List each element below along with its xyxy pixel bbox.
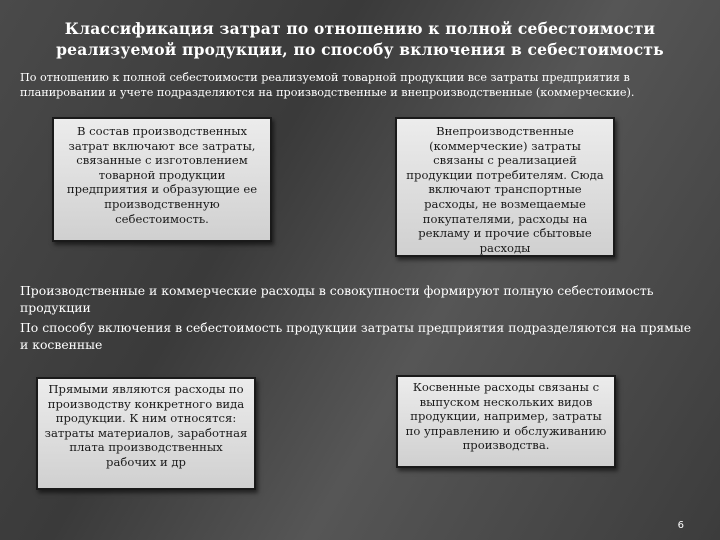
indirect-costs-box: Косвенные расходы связаны с выпуском нескольких видов продукции, например, затраты по управлению и обслуживанию производства.	[396, 375, 616, 468]
slide-title: Классификация затрат по отношению к полной себестоимости реализуемой продукции, по способу включения в себестоимость	[56, 19, 664, 59]
intro-text: По отношению к полной себестоимости реализуемой товарной продукции все затраты предприятия в планировании и учете подразделяются на производственные и внепроизводственные (коммерческие).	[20, 71, 635, 99]
page-number: 6	[677, 520, 684, 531]
nonproduction-costs-box: Внепроизводственные (коммерческие) затраты связаны с реализацией продукции потребителям. Сюда включают транспортные расходы, не возмещаемые покупателями, расходы на рекламу и прочие сбытовые расходы	[395, 117, 615, 257]
full-cost-paragraph: Производственные и коммерческие расходы в совокупности формируют полную себестоимость продукции	[20, 283, 654, 315]
direct-costs-box: Прямыми являются расходы по производству конкретного вида продукции. К ним относятся: затраты материалов, заработная плата производственных рабочих и др	[36, 377, 256, 490]
production-costs-box: В состав производственных затрат включают все затраты, связанные с изготовлением товарной продукции предприятия и образующие ее производственную себестоимость.	[52, 117, 272, 242]
inclusion-method-paragraph: По способу включения в себестоимость продукции затраты предприятия подразделяются на прямые и косвенные	[20, 320, 692, 352]
